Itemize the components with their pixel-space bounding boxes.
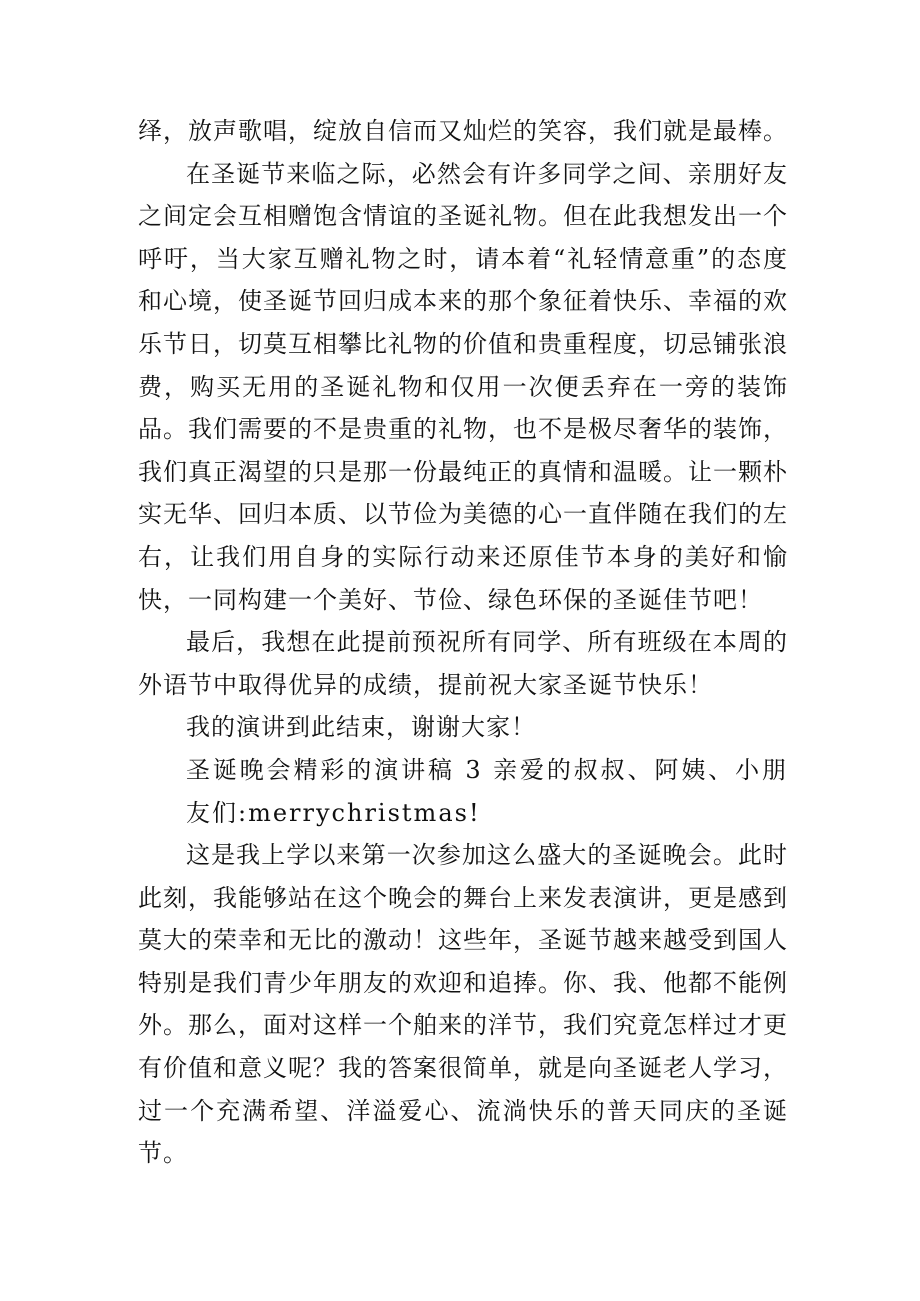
paragraph-gift-appeal: 在圣诞节来临之际，必然会有许多同学之间、亲朋好友之间定会互相赠饱含情谊的圣诞礼物。但在此我想发出一个呼吁，当大家互赠礼物之时，请本着“礼轻情意重”的态度和心境，使圣诞节回归成本来的那个象征着快乐、幸福的欢乐节日，切莫互相攀比礼物的价值和贵重程度，切忌铺张浪费，购买无用的圣诞礼物和仅用一次便丢弃在一旁的装饰品。我们需要的不是贵重的礼物，也不是极尽奢华的装饰，我们真正渴望的只是那一份最纯正的真情和温暖。让一颗朴实无华、回归本质、以节俭为美德的心一直伴随在我们的左右，让我们用自身的实际行动来还原佳节本身的美好和愉快，一同构建一个美好、节俭、绿色环保的圣诞佳节吧！ [138, 159, 788, 614]
document-body [138, 110, 788, 1175]
paragraph-continuation: 绎，放声歌唱，绽放自信而又灿烂的笑容，我们就是最棒。 [138, 117, 788, 145]
paragraph-speech-end: 我的演讲到此结束，谢谢大家！ [186, 713, 536, 742]
speech-title: 圣诞晚会精彩的演讲稿 3 亲爱的叔叔、阿姨、小朋友们:merrychristmas! [186, 755, 788, 827]
paragraph-closing-wishes: 最后，我想在此提前预祝所有同学、所有班级在本周的外语节中取得优异的成绩，提前祝大家圣诞节快乐！ [138, 628, 788, 699]
paragraph-party-intro: 这是我上学以来第一次参加这么盛大的圣诞晚会。此时此刻，我能够站在这个晚会的舞台上来发表演讲，更是感到莫大的荣幸和无比的激动！这些年，圣诞节越来越受到国人特别是我们青少年朋友的欢迎和追捧。你、我、他都不能例外。那么，面对这样一个舶来的洋节，我们究竟怎样过才更有价值和意义呢？我的答案很简单，就是向圣诞老人学习，过一个充满希望、洋溢爱心、流淌快乐的普天同庆的圣诞节。 [138, 841, 788, 1168]
